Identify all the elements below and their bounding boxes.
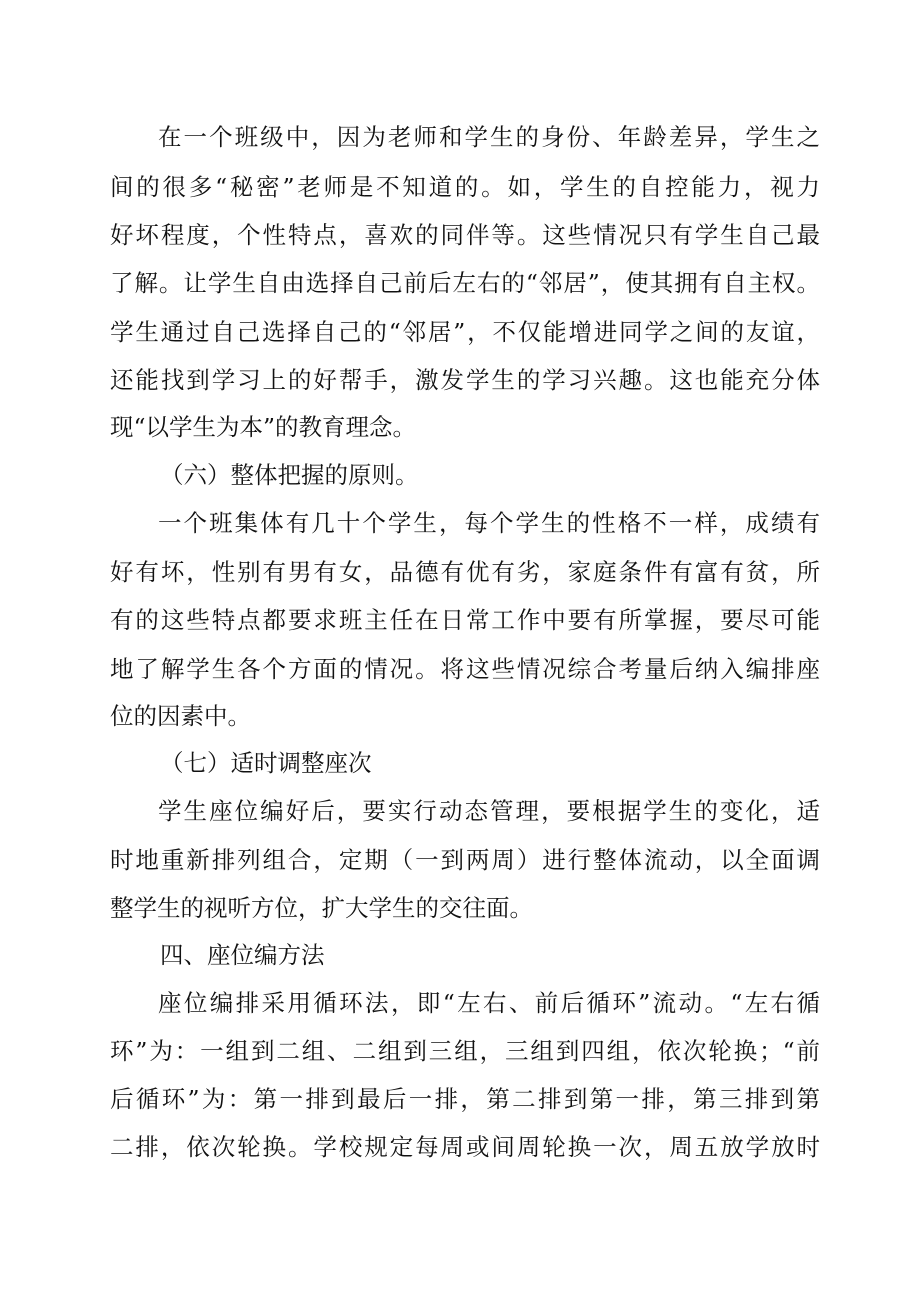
- paragraph-line: 了解。让学生自由选择自己前后左右的“邻居”，使其拥有自主权。: [110, 269, 820, 297]
- paragraph-line: 一个班集体有几十个学生，每个学生的性格不一样，成绩有: [158, 509, 820, 537]
- section-heading: 四、座位编方法: [160, 941, 325, 969]
- section-heading: （七）适时调整座次: [160, 749, 372, 777]
- paragraph-line: 学生座位编好后，要实行动态管理，要根据学生的变化，适: [158, 797, 820, 825]
- paragraph-line: 在一个班级中，因为老师和学生的身份、年龄差异，学生之: [158, 123, 820, 151]
- paragraph-line: 整学生的视听方位，扩大学生的交往面。: [110, 894, 533, 922]
- paragraph-line: 间的很多“秘密”老师是不知道的。如，学生的自控能力，视力: [110, 173, 820, 201]
- paragraph-line: 还能找到学习上的好帮手，激发学生的学习兴趣。这也能充分体: [110, 366, 820, 394]
- paragraph-line: 地了解学生各个方面的情况。将这些情况综合考量后纳入编排座: [110, 655, 820, 683]
- paragraph-line: 后循环”为：第一排到最后一排，第二排到第一排，第三排到第: [110, 1085, 820, 1113]
- paragraph-line: 座位编排采用循环法，即“左右、前后循环”流动。“左右循: [158, 989, 820, 1017]
- paragraph-line: 环”为：一组到二组、二组到三组，三组到四组，依次轮换；“前: [110, 1037, 820, 1065]
- paragraph-line: 有的这些特点都要求班主任在日常工作中要有所掌握，要尽可能: [110, 606, 820, 634]
- paragraph-line: 时地重新排列组合，定期（一到两周）进行整体流动，以全面调: [110, 846, 820, 874]
- paragraph-line: 好坏程度，个性特点，喜欢的同伴等。这些情况只有学生自己最: [110, 221, 820, 249]
- paragraph-line: 现“以学生为本”的教育理念。: [110, 413, 417, 441]
- paragraph-line: 学生通过自己选择自己的“邻居”，不仅能增进同学之间的友谊，: [110, 318, 820, 346]
- section-heading: （六）整体把握的原则。: [160, 461, 419, 489]
- paragraph-line: 位的因素中。: [110, 702, 251, 730]
- paragraph-line: 二排，依次轮换。学校规定每周或间周轮换一次，周五放学放时: [110, 1133, 820, 1161]
- paragraph-line: 好有坏，性别有男有女，品德有优有劣，家庭条件有富有贫，所: [110, 558, 820, 586]
